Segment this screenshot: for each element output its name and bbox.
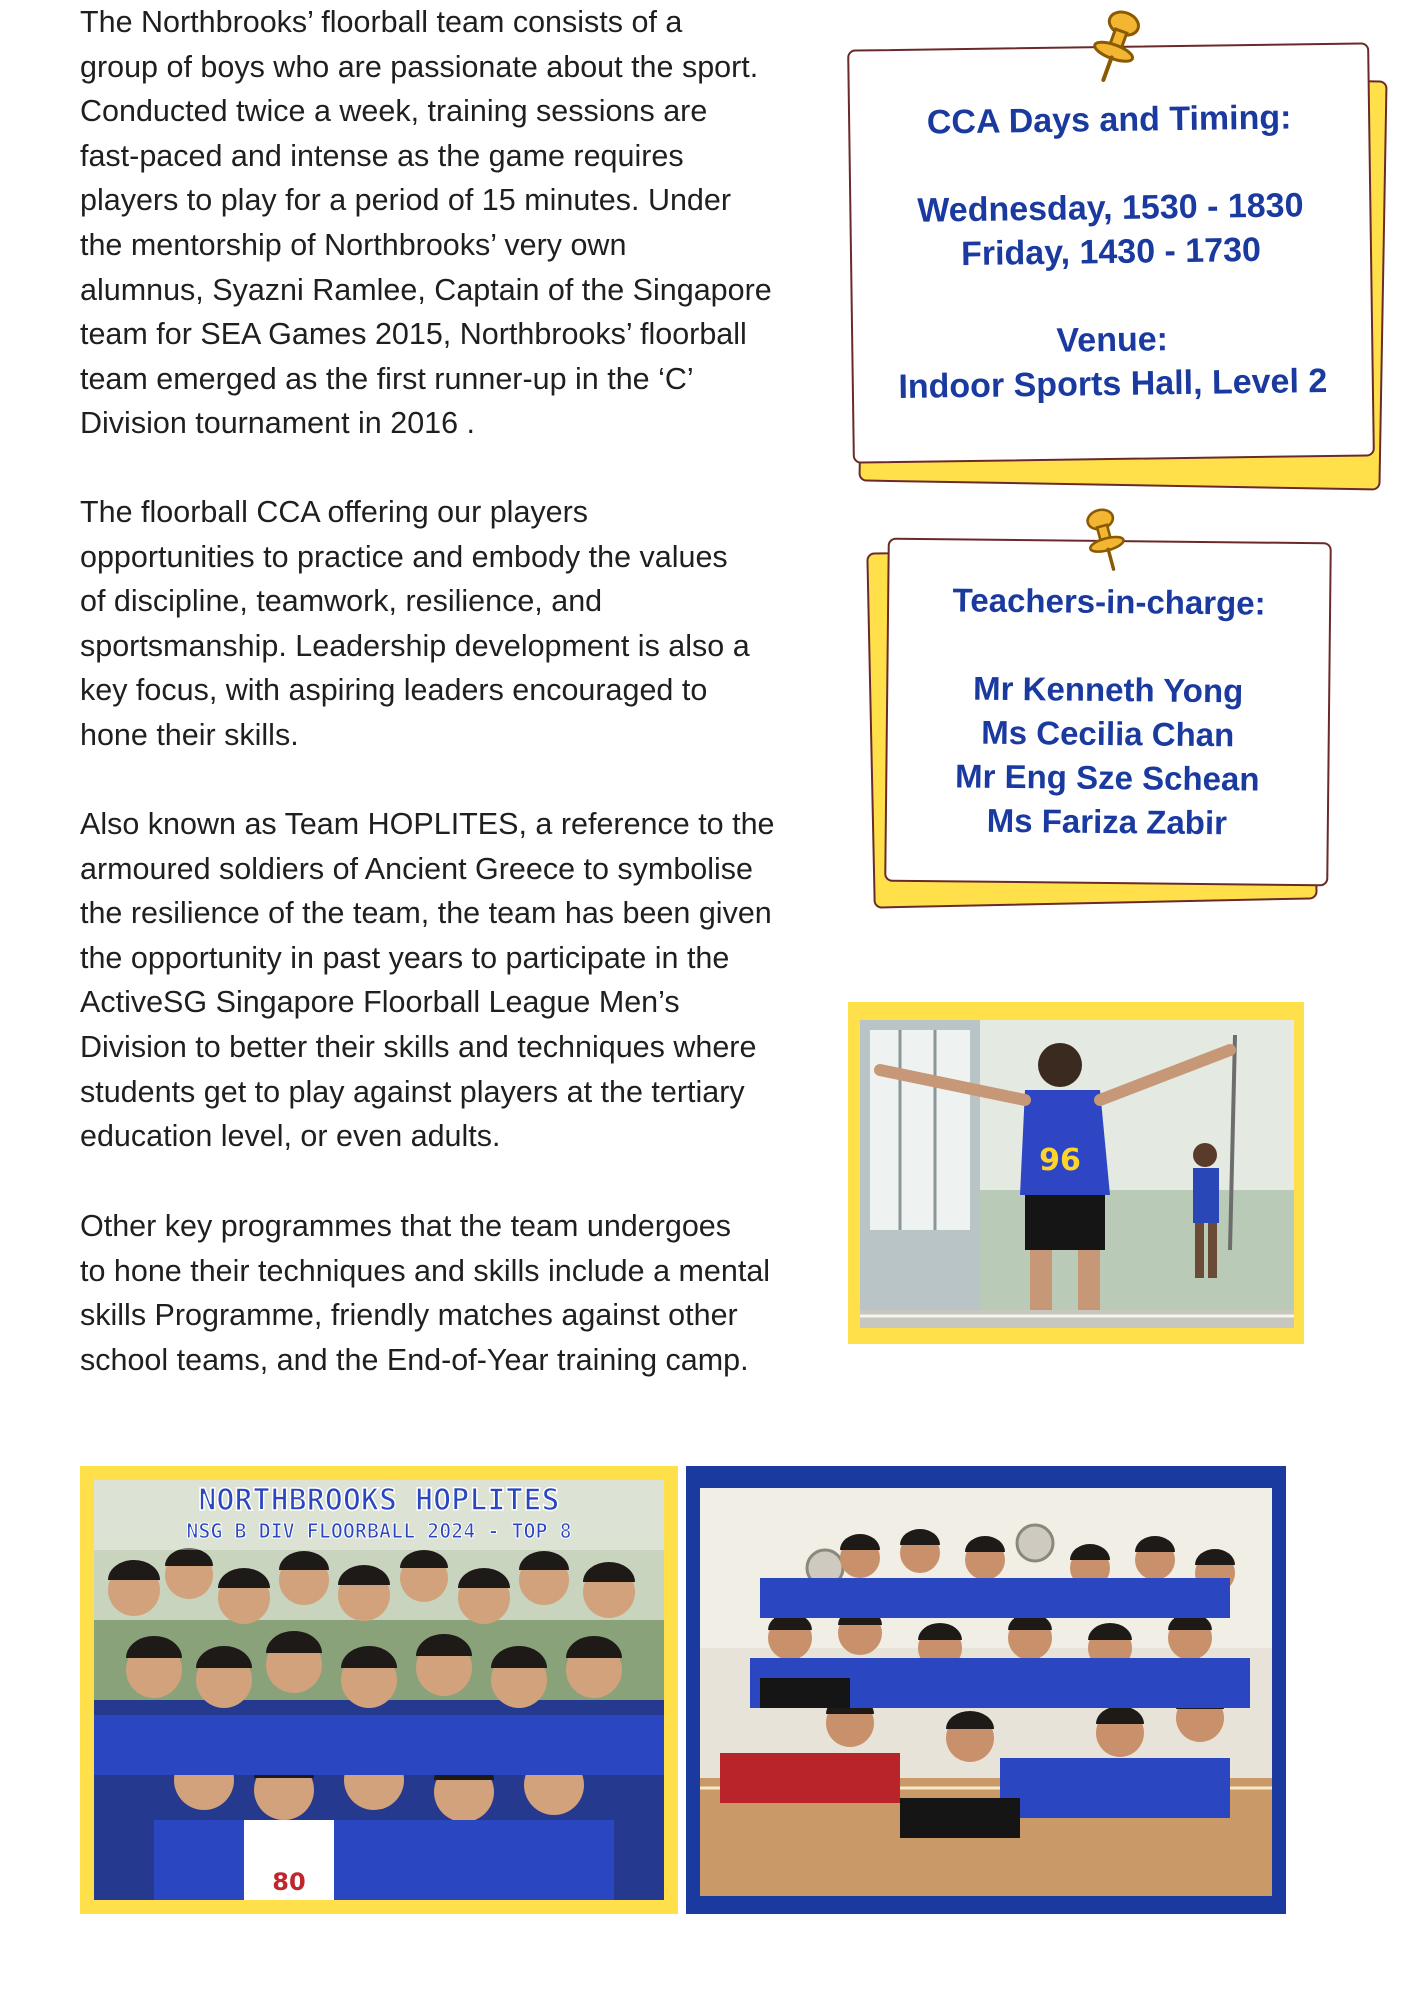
intro-paragraph: The Northbrooks’ floorball team consists of a group of boys who are passionate about the sport. Conducted twice a week, training sessions are fast-paced and intense as the game requires players to play for a period of 15 minutes. Under the mentorship of Northbrooks’ very own alumnus, Syazni Ramlee, Captain of the Singapore team for SEA Games 2015, Northbrooks’ floorball team emerged as the first runner-up in the ‘C’ Division tournament in 2016 . xyxy=(80,5,772,441)
schedule-day-friday: Friday, 1430 - 1730 xyxy=(960,230,1262,274)
team-banner-subtitle: NSG B DIV FLOORBALL 2024 - TOP 8 xyxy=(186,1519,572,1543)
programmes-paragraph: Other key programmes that the team undergoes to hone their techniques and skills include a mental skills Programme, friendly matches against other school teams, and the End-of-Year training camp. xyxy=(80,1209,771,1377)
teachers-card xyxy=(884,538,1332,887)
hall-photo xyxy=(700,1488,1272,1896)
jersey-number: 96 xyxy=(1039,1143,1081,1178)
schedule-day-wednesday: Wednesday, 1530 - 1830 xyxy=(917,186,1304,230)
teacher-name: Ms Fariza Zabir xyxy=(986,801,1228,842)
teacher-name: Ms Cecilia Chan xyxy=(981,713,1235,754)
venue-label: Venue: xyxy=(1056,320,1169,360)
values-paragraph: The floorball CCA offering our players opportunities to practice and embody the values of discipline, teamwork, resilience, and sportsmanship. Leadership development is also a key focus, with aspiring leaders encouraged to hone their skills. xyxy=(80,495,750,752)
player-photo xyxy=(860,1020,1294,1328)
teachers-heading: Teachers-in-charge: xyxy=(952,581,1266,622)
hoplites-paragraph: Also known as Team HOPLITES, a reference to the armoured soldiers of Ancient Greece to symbolise the resilience of the team, the team has been given the opportunity in past years to participate in the ActiveSG Singapore Floorball League Men’s Division to better their skills and techniques where students get to play against players at the tertiary education level, or even adults. xyxy=(80,807,775,1154)
schedule-card xyxy=(847,42,1375,463)
pushpin-icon xyxy=(1076,506,1136,576)
team-banner-title: NORTHBROOKS HOPLITES xyxy=(198,1483,560,1518)
red-jersey-number: 80 xyxy=(272,1868,306,1896)
teacher-name: Mr Kenneth Yong xyxy=(972,669,1244,710)
team-photo xyxy=(94,1480,664,1900)
pushpin-icon xyxy=(1080,8,1150,88)
schedule-heading: CCA Days and Timing: xyxy=(926,98,1292,142)
teacher-name: Mr Eng Sze Schean xyxy=(954,757,1260,798)
venue-value: Indoor Sports Hall, Level 2 xyxy=(898,361,1328,406)
